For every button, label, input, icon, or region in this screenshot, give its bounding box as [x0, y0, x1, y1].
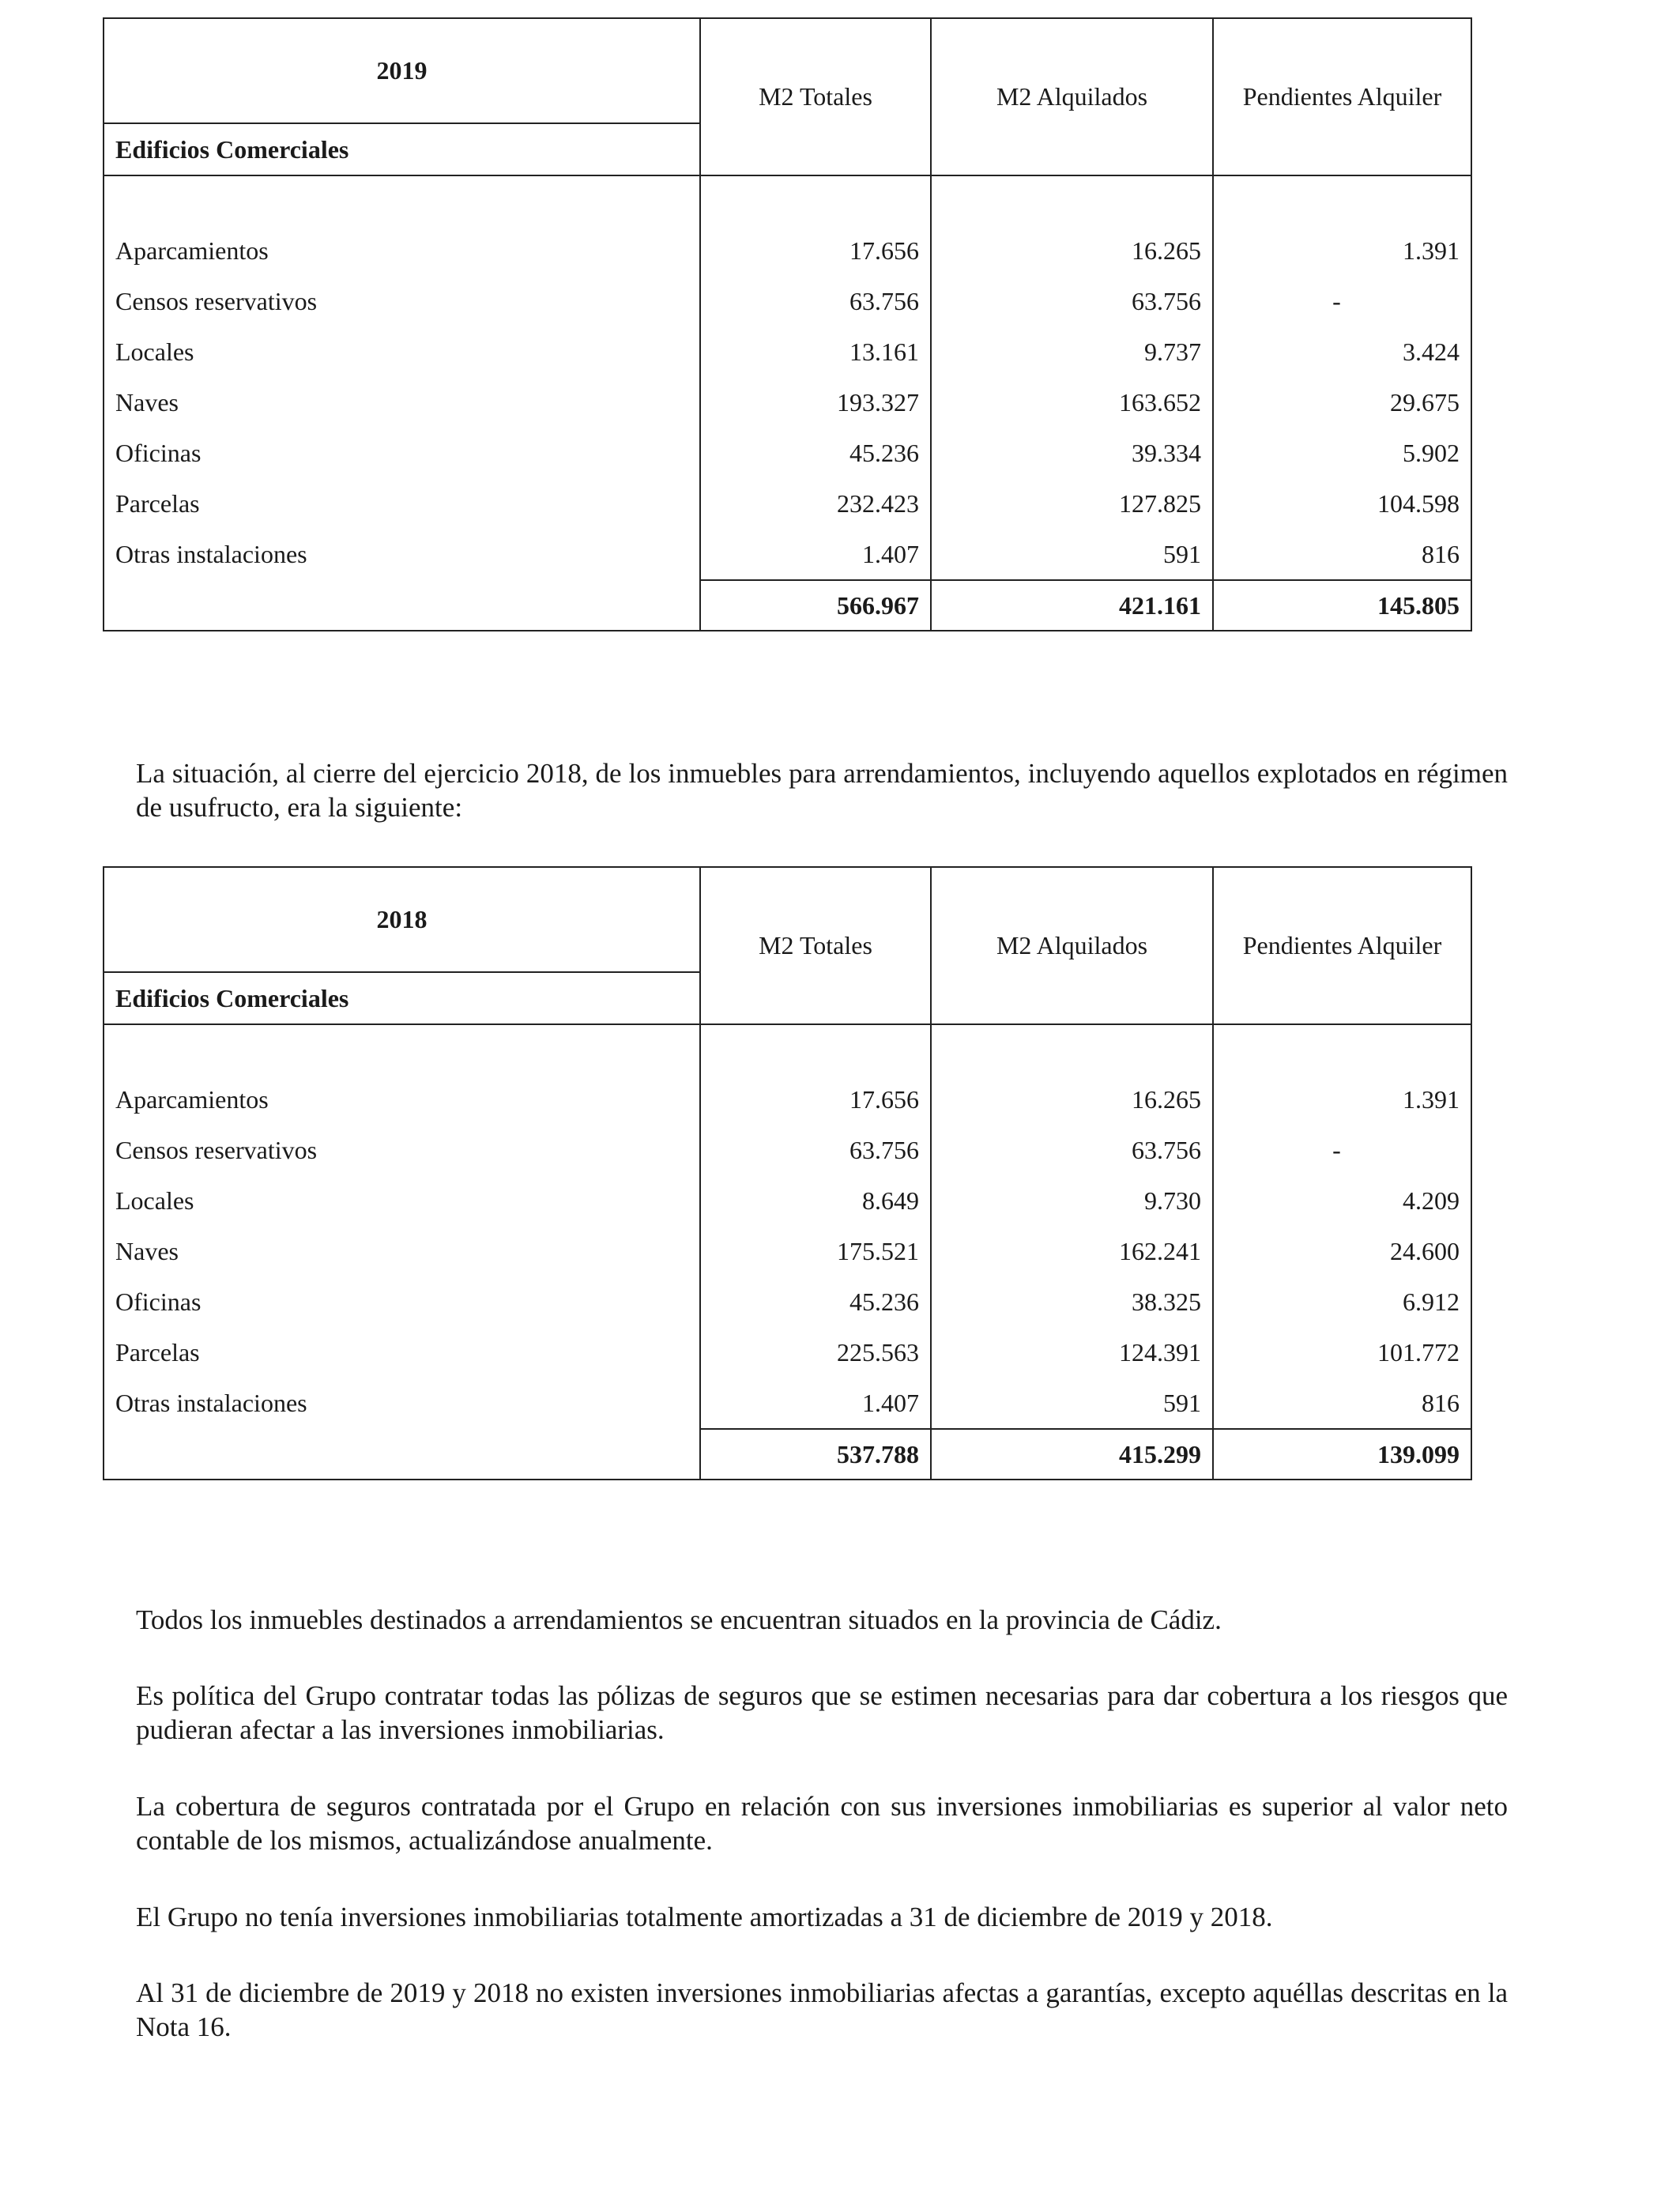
cell-m2-alquilados: 9.737 — [931, 326, 1213, 377]
cell-m2-totales: 45.236 — [700, 428, 931, 478]
cell-pendientes: 104.598 — [1213, 478, 1471, 529]
column-header-m2-alquilados: M2 Alquilados — [931, 18, 1213, 175]
column-header-m2-totales: M2 Totales — [700, 867, 931, 1024]
cell-m2-alquilados: 124.391 — [931, 1327, 1213, 1378]
cell-m2-totales: 17.656 — [700, 225, 931, 276]
table-row — [104, 1327, 1471, 1378]
total-pendientes: 139.099 — [1213, 1429, 1471, 1480]
row-label: Parcelas — [104, 478, 700, 529]
paragraph-guarantees: Al 31 de diciembre de 2019 y 2018 no existen inversiones inmobiliarias afectas a garantías, excepto aquéllas descritas en la Nota 16. — [136, 1977, 1508, 2042]
row-label: Locales — [104, 326, 700, 377]
cell-m2-totales: 13.161 — [700, 326, 931, 377]
cell-pendientes: - — [1213, 276, 1471, 326]
cell-pendientes: 816 — [1213, 1378, 1471, 1429]
cell-pendientes: 816 — [1213, 529, 1471, 580]
row-label: Otras instalaciones — [104, 529, 700, 580]
paragraph-amortization: El Grupo no tenía inversiones inmobiliarias totalmente amortizadas a 31 de diciembre de 2019 y 2018. — [136, 1902, 1273, 1932]
row-label: Censos reservativos — [104, 276, 700, 326]
row-label: Censos reservativos — [104, 1125, 700, 1175]
paragraph-location: Todos los inmuebles destinados a arrendamientos se encuentran situados en la provincia de Cádiz. — [136, 1604, 1222, 1635]
cell-m2-totales: 1.407 — [700, 529, 931, 580]
table-row — [104, 276, 1471, 326]
total-row — [104, 580, 1471, 631]
table-row — [104, 1378, 1471, 1429]
cell-m2-alquilados: 38.325 — [931, 1276, 1213, 1327]
row-label: Otras instalaciones — [104, 1378, 700, 1429]
row-label: Locales — [104, 1175, 700, 1226]
row-label: Aparcamientos — [104, 225, 700, 276]
column-header-pendientes-alquiler: Pendientes Alquiler — [1213, 18, 1471, 175]
table-row — [104, 326, 1471, 377]
table-row — [104, 377, 1471, 428]
cell-pendientes: 6.912 — [1213, 1276, 1471, 1327]
row-label: Naves — [104, 377, 700, 428]
cell-m2-alquilados: 16.265 — [931, 1074, 1213, 1125]
cell-m2-alquilados: 127.825 — [931, 478, 1213, 529]
table-group-label: Edificios Comerciales — [104, 972, 700, 1024]
cell-pendientes: 4.209 — [1213, 1175, 1471, 1226]
cell-m2-alquilados: 16.265 — [931, 225, 1213, 276]
cell-m2-alquilados: 63.756 — [931, 1125, 1213, 1175]
table-row — [104, 428, 1471, 478]
table-group-label: Edificios Comerciales — [104, 123, 700, 175]
table-row — [104, 1226, 1471, 1276]
row-label: Oficinas — [104, 1276, 700, 1327]
table-row — [104, 529, 1471, 580]
cell-m2-totales: 193.327 — [700, 377, 931, 428]
total-pendientes: 145.805 — [1213, 580, 1471, 631]
table-year: 2019 — [104, 18, 700, 123]
cell-m2-totales: 8.649 — [700, 1175, 931, 1226]
cell-pendientes: - — [1213, 1125, 1471, 1175]
column-header-m2-alquilados: M2 Alquilados — [931, 867, 1213, 1024]
cell-m2-totales: 175.521 — [700, 1226, 931, 1276]
cell-m2-alquilados: 9.730 — [931, 1175, 1213, 1226]
row-label: Naves — [104, 1226, 700, 1276]
row-label: Parcelas — [104, 1327, 700, 1378]
cell-m2-totales: 232.423 — [700, 478, 931, 529]
total-m2-alquilados: 415.299 — [931, 1429, 1213, 1480]
table-year: 2018 — [104, 867, 700, 972]
cell-pendientes: 1.391 — [1213, 225, 1471, 276]
total-row — [104, 1429, 1471, 1480]
intro-paragraph-2018: La situación, al cierre del ejercicio 2018, de los inmuebles para arrendamientos, incluyendo aquellos explotados en régimen de usufructo, era la siguiente: — [136, 758, 1508, 823]
cell-m2-totales: 17.656 — [700, 1074, 931, 1125]
table-row — [104, 478, 1471, 529]
column-header-m2-totales: M2 Totales — [700, 18, 931, 175]
row-label: Oficinas — [104, 428, 700, 478]
table-2018 — [103, 866, 1472, 1480]
cell-m2-totales: 1.407 — [700, 1378, 931, 1429]
cell-pendientes: 1.391 — [1213, 1074, 1471, 1125]
paragraph-insurance-coverage: La cobertura de seguros contratada por el Grupo en relación con sus inversiones inmobiliarias es superior al valor neto contable de los mismos, actualizándose anualmente. — [136, 1791, 1508, 1856]
table-row — [104, 1074, 1471, 1125]
cell-m2-alquilados: 162.241 — [931, 1226, 1213, 1276]
row-label: Aparcamientos — [104, 1074, 700, 1125]
table-2019 — [103, 17, 1472, 631]
cell-m2-totales: 45.236 — [700, 1276, 931, 1327]
cell-m2-alquilados: 591 — [931, 529, 1213, 580]
total-m2-alquilados: 421.161 — [931, 580, 1213, 631]
cell-m2-totales: 63.756 — [700, 1125, 931, 1175]
column-header-pendientes-alquiler: Pendientes Alquiler — [1213, 867, 1471, 1024]
cell-m2-totales: 225.563 — [700, 1327, 931, 1378]
cell-pendientes: 101.772 — [1213, 1327, 1471, 1378]
cell-pendientes: 3.424 — [1213, 326, 1471, 377]
cell-pendientes: 29.675 — [1213, 377, 1471, 428]
cell-pendientes: 24.600 — [1213, 1226, 1471, 1276]
table-row — [104, 1276, 1471, 1327]
table-row — [104, 1175, 1471, 1226]
table-row — [104, 1125, 1471, 1175]
total-m2-totales: 566.967 — [700, 580, 931, 631]
cell-pendientes: 5.902 — [1213, 428, 1471, 478]
table-row — [104, 225, 1471, 276]
paragraph-insurance-policy: Es política del Grupo contratar todas las pólizas de seguros que se estimen necesarias para dar cobertura a los riesgos que pudieran afectar a las inversiones inmobiliarias. — [136, 1680, 1508, 1745]
cell-m2-totales: 63.756 — [700, 276, 931, 326]
cell-m2-alquilados: 163.652 — [931, 377, 1213, 428]
cell-m2-alquilados: 63.756 — [931, 276, 1213, 326]
cell-m2-alquilados: 591 — [931, 1378, 1213, 1429]
cell-m2-alquilados: 39.334 — [931, 428, 1213, 478]
total-m2-totales: 537.788 — [700, 1429, 931, 1480]
